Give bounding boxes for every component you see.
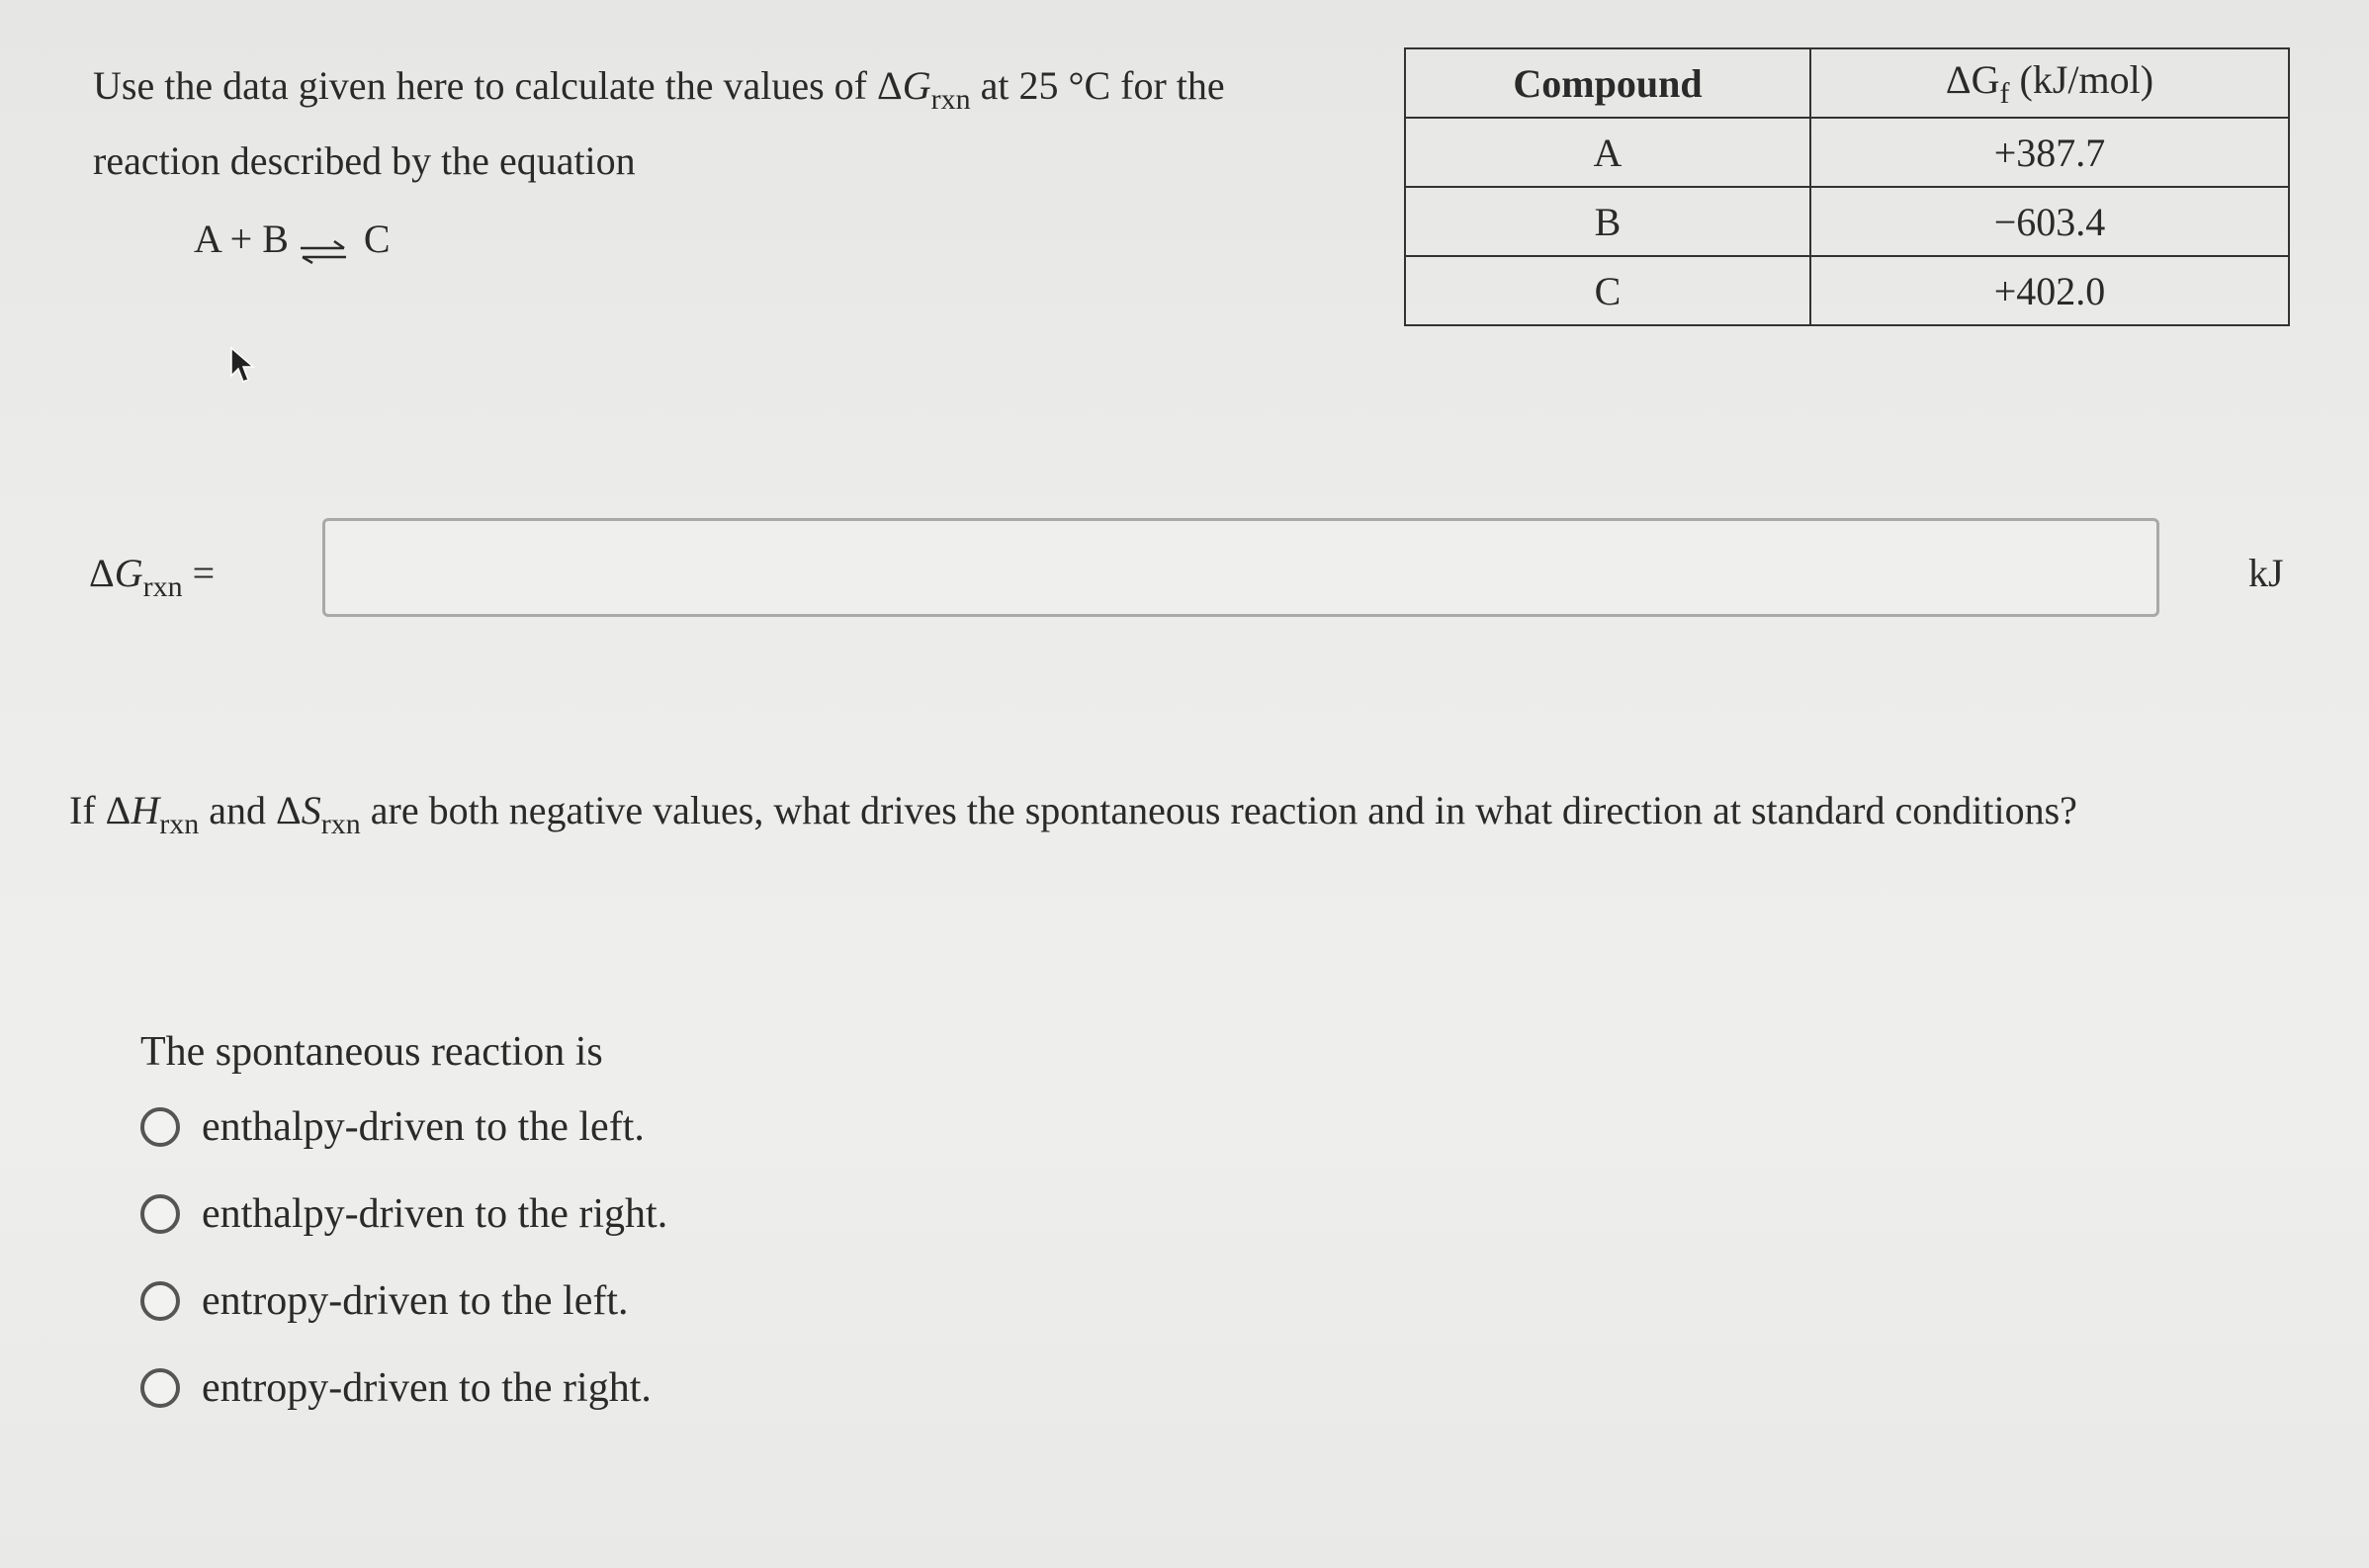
free-energy-table <box>1404 47 2290 326</box>
dg-label-sub: rxn <box>142 570 183 603</box>
header-compound: Compound <box>1405 48 1810 118</box>
choice-prompt: The spontaneous reaction is <box>140 1029 603 1075</box>
radio-option-enthalpy-right[interactable] <box>140 1171 667 1258</box>
q2-part3: are both negative values, what drives the spontaneous reaction and in what direction at standard conditions? <box>360 788 2077 832</box>
delta-g-answer-input[interactable] <box>322 518 2159 617</box>
equilibrium-arrow-icon <box>299 227 348 251</box>
q2-h-symbol: H <box>131 788 160 832</box>
table-cell-compound: C <box>1405 256 1810 325</box>
radio-choice-list <box>140 1084 667 1432</box>
radio-option-label: enthalpy-driven to the right. <box>202 1191 668 1237</box>
unit-label: kJ <box>2248 551 2284 595</box>
q2-s-symbol: S <box>301 788 321 832</box>
reaction-equation <box>194 216 391 262</box>
table-cell-value: −603.4 <box>1810 187 2289 256</box>
table-cell-value: +387.7 <box>1810 118 2289 187</box>
radio-option-enthalpy-left[interactable] <box>140 1084 667 1171</box>
q2-part1: If Δ <box>69 788 132 832</box>
mouse-pointer-icon <box>229 346 255 391</box>
radio-option-entropy-right[interactable] <box>140 1345 667 1432</box>
table-row <box>1405 118 2289 187</box>
radio-option-label: entropy-driven to the left. <box>202 1278 629 1324</box>
radio-button-icon[interactable] <box>140 1194 180 1234</box>
dg-label-delta: Δ <box>89 551 115 595</box>
delta-g-rxn-label <box>89 550 215 604</box>
table-cell-compound: A <box>1405 118 1810 187</box>
question-text <box>93 55 1378 192</box>
header-dg-sub: f <box>1999 76 2010 110</box>
radio-option-label: enthalpy-driven to the left. <box>202 1104 645 1150</box>
radio-option-entropy-left[interactable] <box>140 1258 667 1345</box>
question-text-before: Use the data given here to calculate the values of Δ <box>93 63 903 108</box>
question-symbol: G <box>902 63 931 108</box>
q2-part2: and Δ <box>199 788 302 832</box>
equation-reactants: A + B <box>194 217 289 261</box>
table-row <box>1405 256 2289 325</box>
question-text-after: at 25 °C for the <box>970 63 1225 108</box>
table-cell-compound: B <box>1405 187 1810 256</box>
question-subscript: rxn <box>930 83 971 116</box>
radio-button-icon[interactable] <box>140 1368 180 1408</box>
dg-label-symbol: G <box>114 551 143 595</box>
table-cell-value: +402.0 <box>1810 256 2289 325</box>
table-header-row <box>1405 48 2289 118</box>
radio-button-icon[interactable] <box>140 1107 180 1147</box>
header-dg-symbol: ΔG <box>1945 56 2000 102</box>
radio-option-label: entropy-driven to the right. <box>202 1365 652 1411</box>
dg-label-eq: = <box>182 551 216 595</box>
q2-h-sub: rxn <box>159 808 200 840</box>
question-line2: reaction described by the equation <box>93 138 636 183</box>
header-delta-g <box>1810 48 2289 118</box>
question2-text <box>69 787 2363 841</box>
radio-button-icon[interactable] <box>140 1281 180 1321</box>
q2-s-sub: rxn <box>320 808 361 840</box>
header-dg-unit: (kJ/mol) <box>2009 56 2154 102</box>
table-row <box>1405 187 2289 256</box>
equation-product: C <box>363 217 391 261</box>
